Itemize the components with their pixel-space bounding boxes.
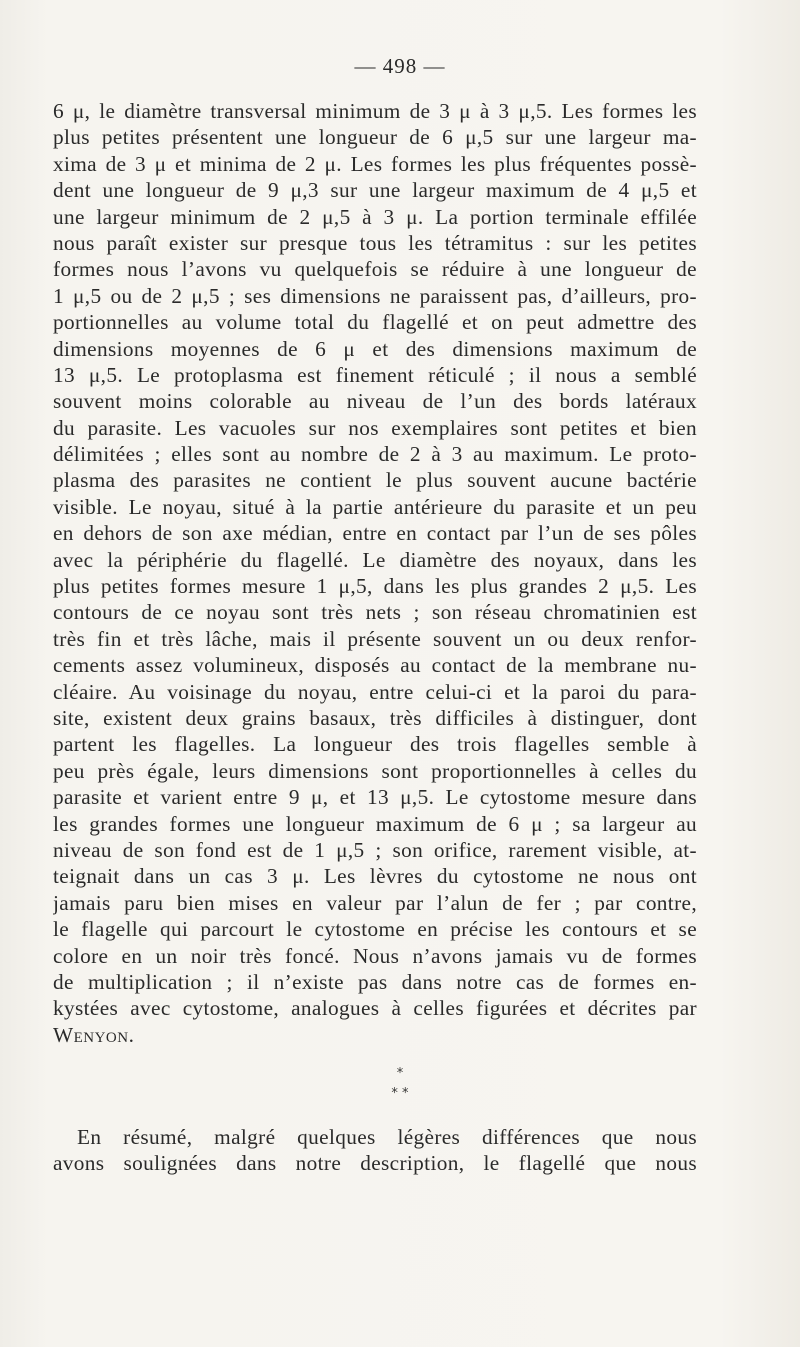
text-line: visible. Le noyau, situé à la partie antérieure du parasite et un peu xyxy=(53,494,697,519)
text-line: très fin et très lâche, mais il présente souvent un ou deux renfor- xyxy=(53,626,697,651)
text-line: du parasite. Les vacuoles sur nos exemplaires sont petites et bien xyxy=(53,415,697,440)
text-line: plus petites présentent une longueur de 6 μ,5 sur une largeur ma- xyxy=(53,125,697,150)
text-line: délimitées ; elles sont au nombre de 2 à 3 au maximum. Le proto- xyxy=(53,442,697,467)
text-line: xima de 3 μ et minima de 2 μ. Les formes les plus fréquentes possè- xyxy=(53,151,697,176)
text-line: cements assez volumineux, disposés au contact de la membrane nu- xyxy=(53,653,697,678)
text-line: nous paraît exister sur presque tous les tétramitus : sur les petites xyxy=(53,230,697,255)
author-name: Wenyon. xyxy=(53,1022,135,1047)
text-line: cléaire. Au voisinage du noyau, entre celui-ci et la paroi du para- xyxy=(53,679,697,704)
text-line: kystées avec cytostome, analogues à celles figurées et décrites par xyxy=(53,996,697,1021)
text-line: souvent moins colorable au niveau de l’un des bords latéraux xyxy=(53,389,697,414)
asterisk-top: * xyxy=(396,1066,404,1081)
text-line: avec la périphérie du flagellé. Le diamètre des noyaux, dans les xyxy=(53,547,697,572)
section-separator xyxy=(0,1066,800,1106)
text-line: colore en un noir très foncé. Nous n’avons jamais vu de formes xyxy=(53,943,697,968)
text-line: site, existent deux grains basaux, très difficiles à distinguer, dont xyxy=(53,705,697,730)
text-line: En résumé, malgré quelques légères différences que nous xyxy=(77,1125,697,1149)
text-line: en dehors de son axe médian, entre en contact par l’un de ses pôles xyxy=(53,521,697,546)
body-paragraph xyxy=(53,98,697,1048)
text-line: dent une longueur de 9 μ,3 sur une largeur maximum de 4 μ,5 et xyxy=(53,178,697,203)
text-line: parasite et varient entre 9 μ, et 13 μ,5. Le cytostome mesure dans xyxy=(53,785,697,810)
text-line: plus petites formes mesure 1 μ,5, dans les plus grandes 2 μ,5. Les xyxy=(53,574,697,599)
text-line: partent les flagelles. La longueur des trois flagelles semble à xyxy=(53,732,697,757)
text-line: plasma des parasites ne contient le plus souvent aucune bactérie xyxy=(53,468,697,493)
text-line: jamais paru bien mises en valeur par l’alun de fer ; par contre, xyxy=(53,890,697,915)
text-line: 1 μ,5 ou de 2 μ,5 ; ses dimensions ne paraissent pas, d’ailleurs, pro- xyxy=(53,283,697,308)
text-line: avons soulignées dans notre description, le flagellé que nous xyxy=(53,1151,697,1176)
page-number: — 498 — xyxy=(354,54,446,78)
conclusion-paragraph xyxy=(53,1124,697,1177)
text-line: formes nous l’avons vu quelquefois se réduire à une longueur de xyxy=(53,257,697,282)
text-line: contours de ce noyau sont très nets ; son réseau chromatinien est xyxy=(53,600,697,625)
text-line: portionnelles au volume total du flagellé et on peut admettre des xyxy=(53,310,697,335)
asterisk-bottom: * * xyxy=(391,1086,409,1101)
text-line: peu près égale, leurs dimensions sont proportionnelles à celles du xyxy=(53,758,697,783)
text-line: 13 μ,5. Le protoplasma est finement réticulé ; il nous a semblé xyxy=(53,362,697,387)
text-line: les grandes formes une longueur maximum de 6 μ ; sa largeur au xyxy=(53,811,697,836)
text-line: une largeur minimum de 2 μ,5 à 3 μ. La portion terminale effilée xyxy=(53,204,697,229)
text-line: de multiplication ; il n’existe pas dans notre cas de formes en- xyxy=(53,969,697,994)
text-line: le flagelle qui parcourt le cytostome en précise les contours et se xyxy=(53,917,697,942)
text-line: teignait dans un cas 3 μ. Les lèvres du cytostome ne nous ont xyxy=(53,864,697,889)
text-line: niveau de son fond est de 1 μ,5 ; son orifice, rarement visible, at- xyxy=(53,837,697,862)
text-line: 6 μ, le diamètre transversal minimum de 3 μ à 3 μ,5. Les formes les xyxy=(53,99,697,123)
text-line: dimensions moyennes de 6 μ et des dimensions maximum de xyxy=(53,336,697,361)
